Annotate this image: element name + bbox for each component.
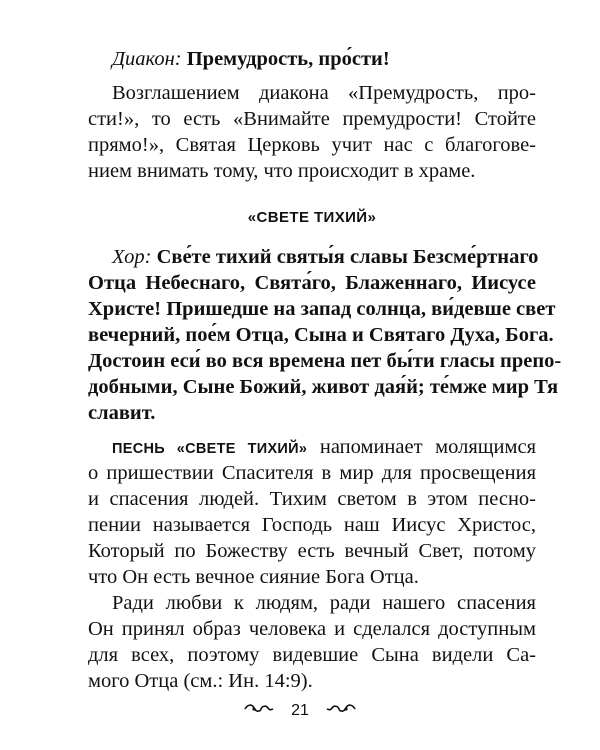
text-line: нием внимать тому, что происходит в храме. [88, 160, 476, 182]
page-footer [0, 701, 600, 721]
runin-heading: ПЕСНЬ «СВЕТЕ ТИХИЙ» [112, 441, 308, 457]
text-line: сти!», то есть «Внимайте премудрости! Стойте [88, 108, 536, 130]
text-line: Возглашением диакона «Премудрость, про- [112, 82, 536, 104]
flourish-ornament-left-icon [244, 701, 274, 721]
hymn-line: Отца Небеснаго, Свята́го, Блаженнаго, Иисусе [88, 272, 536, 294]
text-line: о пришествии Спасителя в мир для просвещения [88, 462, 536, 484]
text-span: напоминает молящимся [319, 436, 537, 458]
text-line: и спасения людей. Тихим светом в этом песно- [88, 488, 536, 510]
hymn-line: добными, Сыне Божий, живот дая́й; те́мже мир Тя [88, 376, 559, 398]
hymn-text: Све́те тихий святы́я славы Безсме́ртнаго [156, 246, 539, 268]
text-line: пении называется Господь наш Иисус Христос, [88, 514, 536, 536]
section-heading: «СВЕТЕ ТИХИЙ» [247, 209, 377, 226]
deacon-speaker: Диакон: [112, 48, 182, 70]
text-line: мого Отца (см.: Ин. 14:9). [88, 670, 313, 692]
deacon-exclamation: Премудрость, про́сти! [186, 48, 390, 70]
hymn-line: Достоин еси́ во вся времена пет бы́ти гласы препо- [88, 350, 562, 372]
para2-first-line [112, 434, 536, 462]
hymn-line: славит. [88, 402, 156, 424]
text-line: прямо!», Святая Церковь учит нас с благогове- [88, 134, 536, 156]
choir-first-line [112, 244, 539, 270]
choir-speaker: Хор: [112, 246, 152, 268]
hymn-line: Христе! Пришедше на запад солнца, ви́девше свет [88, 298, 556, 320]
text-line: Который по Божеству есть вечный Свет, потому [88, 540, 536, 562]
hymn-line: вечерний, пое́м Отца, Сына и Святаго Духа, Бога. [88, 324, 554, 346]
page-number: 21 [291, 702, 309, 720]
flourish-ornament-right-icon [326, 701, 356, 721]
text-line: для всех, поэтому видевшие Сына видели Са- [88, 644, 536, 666]
deacon-line [112, 46, 536, 72]
text-line: Он принял образ человека и сделался доступным [88, 618, 536, 640]
text-line: Ради любви к людям, ради нашего спасения [112, 592, 536, 614]
text-line: что Он есть вечное сияние Бога Отца. [88, 566, 419, 588]
